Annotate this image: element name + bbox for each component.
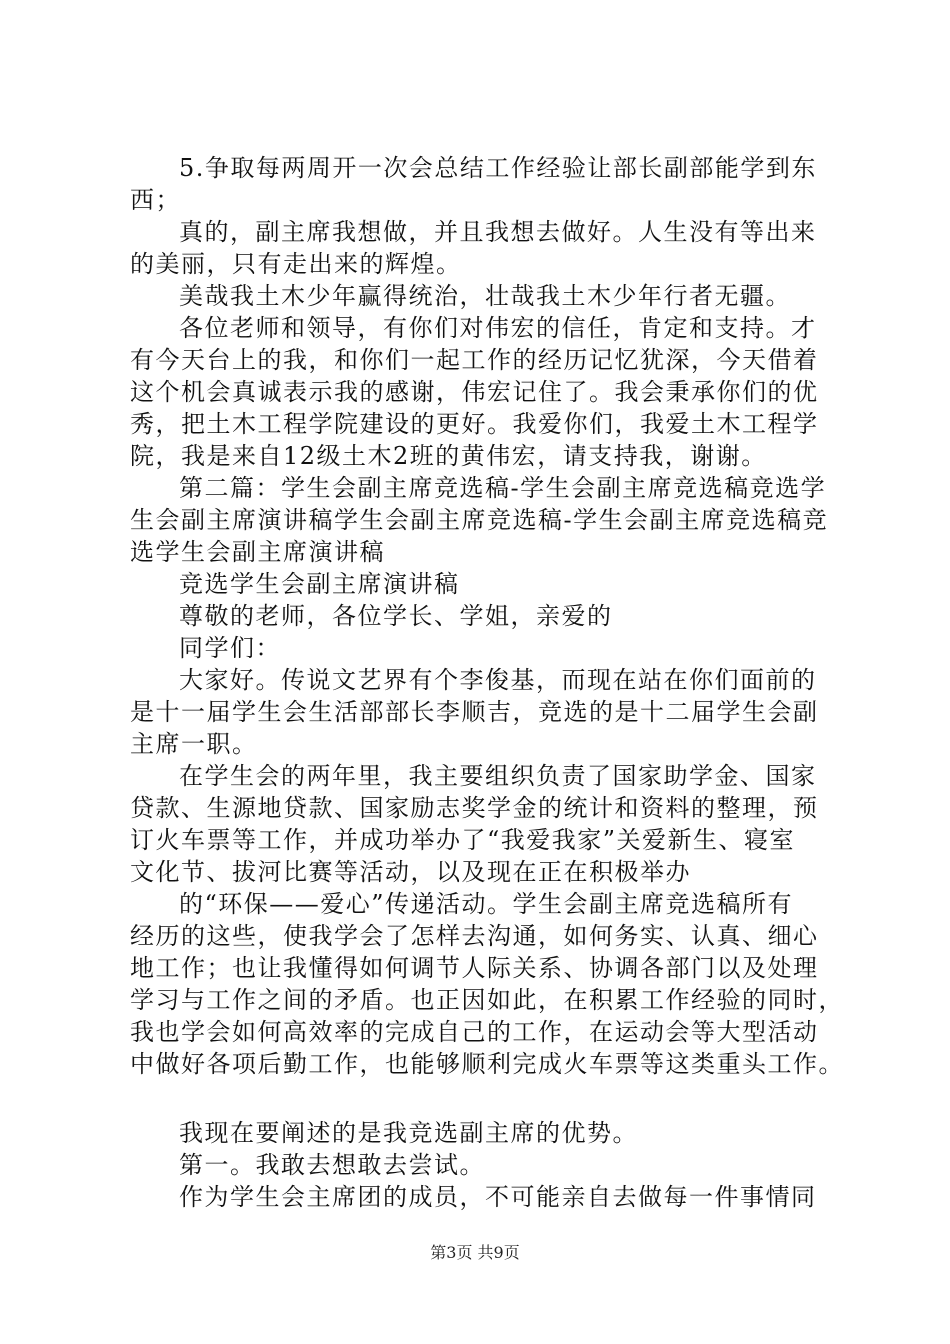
text-line: 学习与工作之间的矛盾。也正因如此，在积累工作经验的同时，: [130, 986, 844, 1014]
speech-title: 竞选学生会副主席演讲稿: [179, 570, 460, 598]
text-line: 5.争取每两周开一次会总结工作经验让部长副部能学到东: [179, 154, 817, 182]
text-line: 是十一届学生会生活部部长李顺吉，竞选的是十二届学生会副: [130, 698, 819, 726]
text-line: 主席一职。: [130, 730, 258, 758]
text-line: 订火车票等工作，并成功举办了“我爱我家”关爱新生、寝室: [130, 826, 796, 854]
text-line: 第一。我敢去想敢去尝试。: [179, 1151, 485, 1179]
text-line: 的美丽，只有走出来的辉煌。: [130, 250, 462, 278]
section-heading: 生会副主席演讲稿学生会副主席竞选稿-学生会副主席竞选稿竞: [130, 506, 829, 534]
text-line: 中做好各项后勤工作，也能够顺利完成火车票等这类重头工作。: [130, 1050, 844, 1078]
text-line: 有今天台上的我，和你们一起工作的经历记忆犹深，今天借着: [130, 346, 819, 374]
section-heading: 第二篇：学生会副主席竞选稿-学生会副主席竞选稿竞选学: [179, 474, 827, 502]
section-heading: 选学生会副主席演讲稿: [130, 538, 385, 566]
text-line: 经历的这些，使我学会了怎样去沟通，如何务实、认真、细心: [130, 922, 819, 950]
text-line: 真的，副主席我想做，并且我想去做好。人生没有等出来: [179, 218, 817, 246]
text-line: 西；: [130, 186, 181, 214]
text-line: 的“环保——爱心”传递活动。学生会副主席竞选稿所有: [179, 890, 794, 918]
text-line: 秀，把土木工程学院建设的更好。我爱你们，我爱土木工程学: [130, 410, 819, 438]
page-footer: [0, 1242, 950, 1264]
paragraph-gap: [130, 1080, 830, 1117]
text-line: 在学生会的两年里，我主要组织负责了国家助学金、国家: [179, 762, 817, 790]
document-body: [130, 152, 844, 1213]
text-line: 院，我是来自12级土木2班的黄伟宏，请支持我，谢谢。: [130, 442, 767, 470]
salutation: 同学们：: [179, 634, 281, 662]
text-line: 贷款、生源地贷款、国家励志奖学金的统计和资料的整理，预: [130, 794, 819, 822]
text-line: 我现在要阐述的是我竞选副主席的优势。: [179, 1119, 638, 1147]
text-line: 大家好。传说文艺界有个李俊基，而现在站在你们面前的: [179, 666, 817, 694]
text-line: 文化节、拔河比赛等活动，以及现在正在积极举办: [130, 858, 691, 886]
text-line: 我也学会如何高效率的完成自己的工作，在运动会等大型活动: [130, 1018, 819, 1046]
text-line: 美哉我土木少年赢得统治，壮哉我土木少年行者无疆。: [179, 282, 791, 310]
salutation: 尊敬的老师，各位学长、学姐，亲爱的: [179, 602, 613, 630]
text-line: 地工作；也让我懂得如何调节人际关系、协调各部门以及处理: [130, 954, 819, 982]
page-number: 第3页 共9页: [430, 1243, 520, 1262]
text-line: 这个机会真诚表示我的感谢，伟宏记住了。我会秉承你们的优: [130, 378, 819, 406]
text-line: 各位老师和领导，有你们对伟宏的信任，肯定和支持。才: [179, 314, 817, 342]
text-line: 作为学生会主席团的成员，不可能亲自去做每一件事情同: [179, 1183, 817, 1211]
